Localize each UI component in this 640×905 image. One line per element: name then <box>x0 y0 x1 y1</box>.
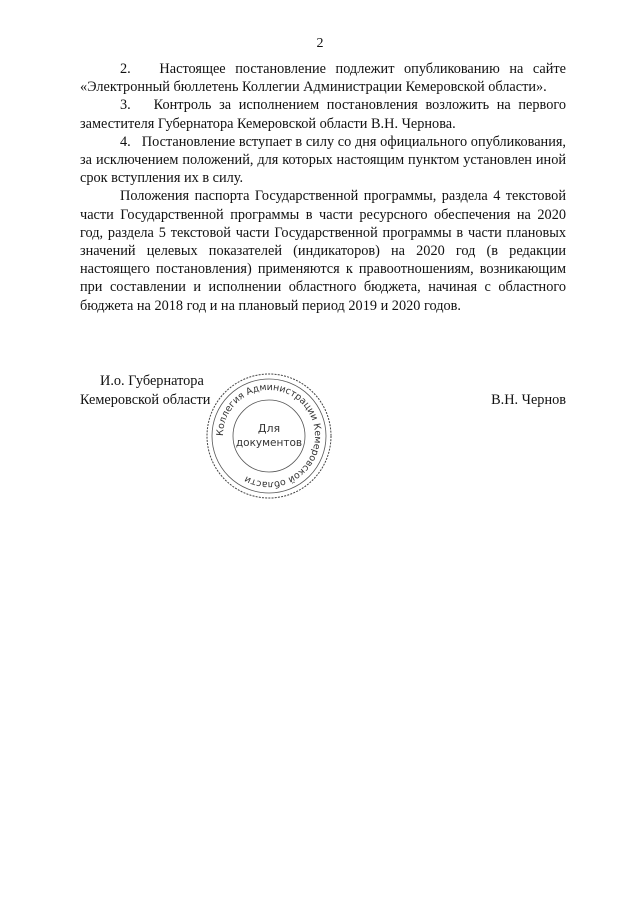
seal-inner-ring <box>233 400 305 472</box>
official-seal <box>203 370 335 502</box>
page-number: 2 <box>316 36 324 51</box>
signatory-position-line2: Кемеровской области <box>80 392 211 408</box>
seal-center-line1: Для <box>257 422 281 435</box>
signatory-position-line1: И.о. Губернатора <box>100 373 204 389</box>
seal-ring-text: Коллегия Администрации Кемеровской области <box>214 381 324 491</box>
document-body <box>80 60 566 315</box>
signatory-position <box>80 372 210 410</box>
paragraph-provisions: Положения паспорта Государственной программы, раздела 4 текстовой части Государственной программы в части ресурсного обеспечения на 2020 год, раздела 5 текстовой части Государственной программы в части плановых значений целевых показателей (индикаторов) на 2020 год (в редакции настоящего постановления) применяются к правоотношениям, возникающим при составлении и исполнении областного бюджета, начиная с областного бюджета на 2018 год и на плановый период 2019 и 2020 годов. <box>80 188 566 314</box>
signatory-name: В.Н. Чернов <box>491 392 566 408</box>
seal-center-line2: документов <box>235 437 303 449</box>
paragraph-3: 3. Контроль за исполнением постановления возложить на первого заместителя Губернатора Кемеровской области В.Н. Чернова. <box>80 97 566 132</box>
seal-middle-ring <box>212 379 326 493</box>
paragraph-2: 2. Настоящее постановление подлежит опубликованию на сайте «Электронный бюллетень Коллегии Администрации Кемеровской области». <box>80 61 566 96</box>
paragraph-4: 4. Постановление вступает в силу со дня официального опубликования, за исключением положений, для которых настоящим пунктом установлен иной срок вступления их в силу. <box>80 133 566 187</box>
